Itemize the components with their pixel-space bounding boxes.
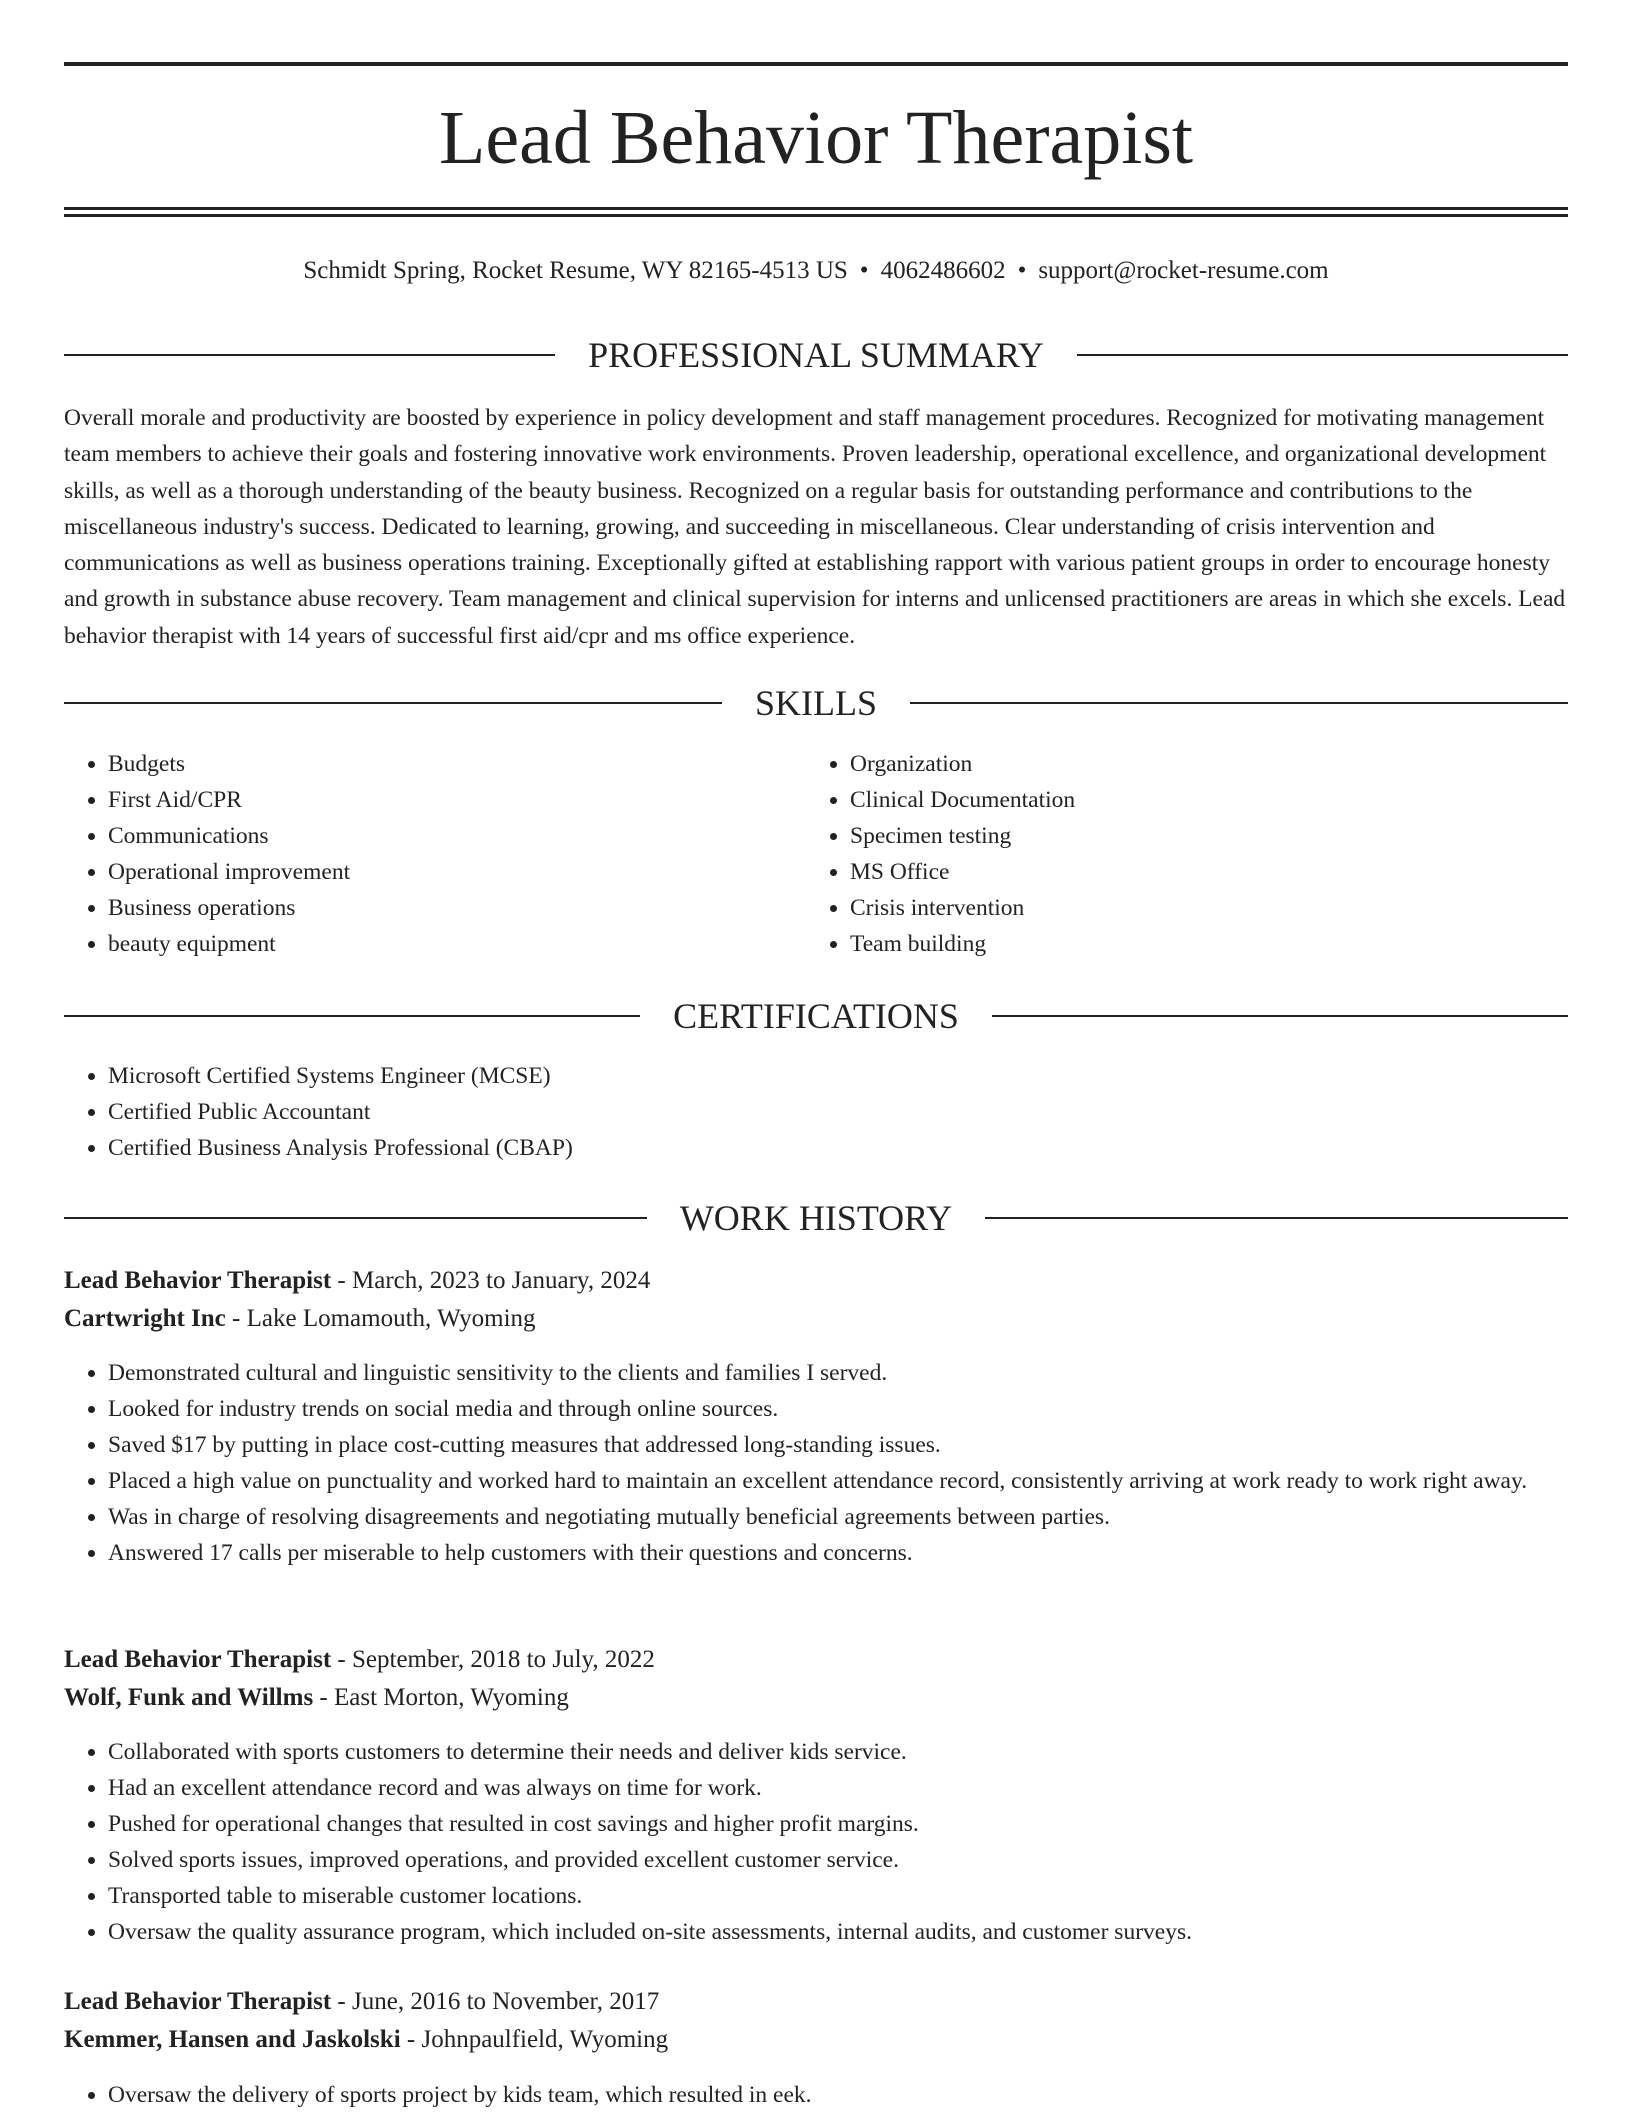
- job-entry: [64, 1262, 1568, 1338]
- top-rule: [64, 62, 1568, 66]
- contact-line: [64, 254, 1568, 288]
- job-bullets-block: [64, 1355, 1568, 1571]
- skill-item: • Crisis intervention: [850, 890, 1506, 926]
- job-entry: [64, 1641, 1568, 1717]
- summary-text: Overall morale and productivity are boosted by experience in policy development and staff management procedures. Recognized for motivating management team members to achieve their goals and fostering innovative work environments. Proven leadership, operational excellence, and organizational development skills, as well as a thorough understanding of the beauty business. Recognized on a regular basis for outstanding performance and contributions to the miscellaneous industry's success. Dedicated to learning, growing, and succeeding in miscellaneous. Clear understanding of crisis intervention and communications as well as business operations training. Exceptionally gifted at establishing rapport with various patient groups in order to encourage honesty and growth in substance abuse recovery. Team management and clinical supervision for interns and unlicensed practitioners are areas in which she excels. Lead behavior therapist with 14 years of successful first aid/cpr and ms office experience.: [64, 405, 1566, 649]
- job-company-line: [64, 1300, 1568, 1338]
- job-bullet: • Looked for industry trends on social media and through online sources.: [108, 1391, 1568, 1427]
- skill-item: • Clinical Documentation: [850, 782, 1506, 818]
- section-title: SKILLS: [755, 683, 878, 723]
- skill-item: • Team building: [850, 926, 1506, 962]
- job-title: Lead Behavior Therapist: [64, 1267, 332, 1294]
- heading-rule: [64, 1015, 640, 1017]
- job-bullets-block: [64, 1734, 1568, 1950]
- section-heading-skills: [64, 681, 1568, 725]
- job-entry: [64, 1983, 1568, 2059]
- skills-list: [806, 746, 1506, 962]
- job-dates: - March, 2023 to January, 2024: [331, 1267, 651, 1294]
- job-bullets-block: [64, 2077, 1568, 2113]
- job-title: Lead Behavior Therapist: [64, 1646, 332, 1673]
- job-bullet: • Was in charge of resolving disagreements and negotiating mutually beneficial agreements between parties.: [108, 1499, 1568, 1535]
- job-title-line: [64, 1641, 1568, 1679]
- job-bullets: [64, 1355, 1568, 1571]
- heading-rule: [992, 1015, 1568, 1017]
- certification-item: • Certified Business Analysis Professional (CBAP): [108, 1130, 1568, 1166]
- contact-address: Schmidt Spring, Rocket Resume, WY 82165-4513 US: [303, 257, 848, 284]
- skill-item: • Specimen testing: [850, 818, 1506, 854]
- section-heading-certifications: [64, 994, 1568, 1038]
- section-heading-summary: [64, 333, 1568, 377]
- job-bullet: • Oversaw the delivery of sports project by kids team, which resulted in eek.: [108, 2077, 1568, 2113]
- job-title-line: [64, 1983, 1568, 2021]
- job-location: - Lake Lomamouth, Wyoming: [225, 1305, 536, 1332]
- heading-rule: [1077, 354, 1568, 356]
- job-bullet: • Collaborated with sports customers to determine their needs and deliver kids service.: [108, 1734, 1568, 1770]
- heading-rule: [64, 354, 555, 356]
- skill-item: • Organization: [850, 746, 1506, 782]
- contact-email: support@rocket-resume.com: [1038, 257, 1329, 284]
- section-title: CERTIFICATIONS: [673, 996, 959, 1036]
- job-bullet: • Saved $17 by putting in place cost-cutting measures that addressed long-standing issues.: [108, 1427, 1568, 1463]
- job-company: Cartwright Inc: [64, 1305, 226, 1332]
- job-bullet: • Demonstrated cultural and linguistic sensitivity to the clients and families I served.: [108, 1355, 1568, 1391]
- section-heading-work-history: [64, 1196, 1568, 1240]
- certification-item: • Microsoft Certified Systems Engineer (MCSE): [108, 1058, 1568, 1094]
- job-bullet: • Oversaw the quality assurance program, which included on-site assessments, internal audits, and customer surveys.: [108, 1914, 1568, 1950]
- heading-rule: [910, 702, 1568, 704]
- job-bullet: • Had an excellent attendance record and was always on time for work.: [108, 1770, 1568, 1806]
- job-dates: - June, 2016 to November, 2017: [331, 1988, 660, 2015]
- job-bullets: [64, 2077, 1568, 2113]
- contact-separator: •: [1017, 257, 1027, 284]
- skill-item: • First Aid/CPR: [108, 782, 764, 818]
- job-bullets: [64, 1734, 1568, 1950]
- heading-rule: [64, 1217, 647, 1219]
- job-company-line: [64, 2021, 1568, 2059]
- skills-list: [64, 746, 764, 962]
- title-double-rule: [64, 207, 1568, 217]
- contact-phone: 4062486602: [880, 257, 1006, 284]
- resume-title: Lead Behavior Therapist: [438, 96, 1194, 180]
- job-title-line: [64, 1262, 1568, 1300]
- skill-item: • beauty equipment: [108, 926, 764, 962]
- skill-item: • MS Office: [850, 854, 1506, 890]
- job-bullet: • Pushed for operational changes that resulted in cost savings and higher profit margins.: [108, 1806, 1568, 1842]
- heading-rule: [985, 1217, 1568, 1219]
- job-bullet: • Solved sports issues, improved operations, and provided excellent customer service.: [108, 1842, 1568, 1878]
- job-company: Wolf, Funk and Willms: [64, 1684, 314, 1711]
- certifications-block: [64, 1058, 1568, 1166]
- skill-item: • Budgets: [108, 746, 764, 782]
- job-title: Lead Behavior Therapist: [64, 1988, 332, 2015]
- job-location: - East Morton, Wyoming: [313, 1684, 569, 1711]
- section-title: PROFESSIONAL SUMMARY: [588, 335, 1044, 375]
- job-bullet: • Transported table to miserable customer locations.: [108, 1878, 1568, 1914]
- skills-column-right: [806, 746, 1506, 962]
- skill-item: • Communications: [108, 818, 764, 854]
- heading-rule: [64, 702, 722, 704]
- skill-item: • Business operations: [108, 890, 764, 926]
- skill-item: • Operational improvement: [108, 854, 764, 890]
- certification-item: • Certified Public Accountant: [108, 1094, 1568, 1130]
- job-company-line: [64, 1679, 1568, 1717]
- section-title: WORK HISTORY: [679, 1198, 953, 1238]
- job-company: Kemmer, Hansen and Jaskolski: [64, 2026, 401, 2053]
- job-dates: - September, 2018 to July, 2022: [331, 1646, 655, 1673]
- job-location: - Johnpaulfield, Wyoming: [400, 2026, 669, 2053]
- job-bullet: • Placed a high value on punctuality and worked hard to maintain an excellent attendance record, consistently arriving at work ready to work right away.: [108, 1463, 1568, 1499]
- skills-column-left: [64, 746, 764, 962]
- job-bullet: • Answered 17 calls per miserable to help customers with their questions and concerns.: [108, 1535, 1568, 1571]
- contact-separator: •: [859, 257, 869, 284]
- certifications-list: [64, 1058, 1568, 1166]
